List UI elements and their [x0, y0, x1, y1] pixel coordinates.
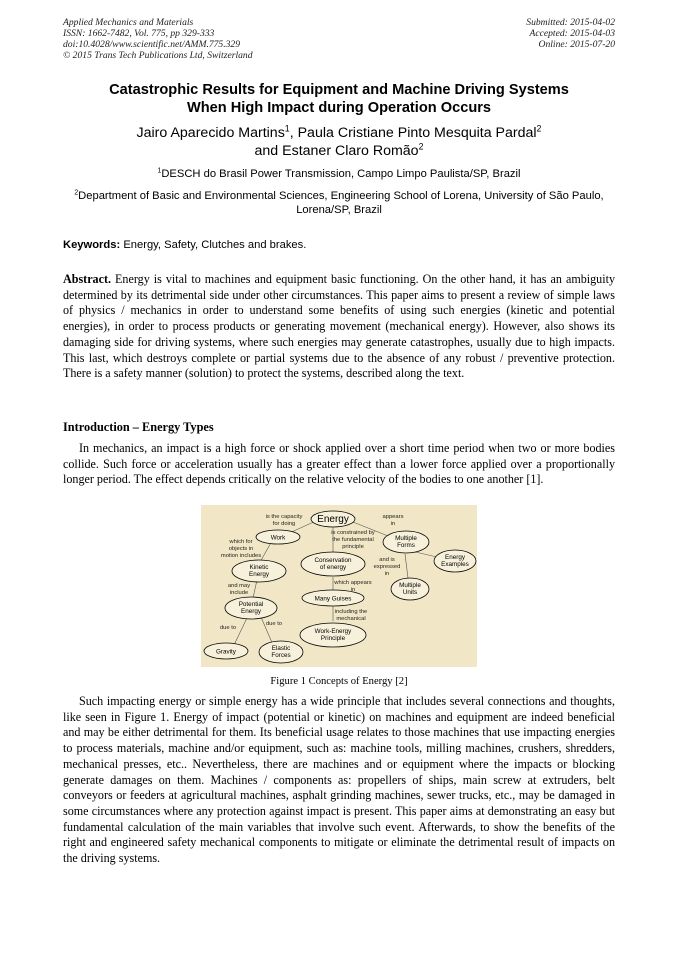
keywords-label: Keywords: [63, 239, 121, 251]
node-energy: Energy [317, 514, 349, 525]
copyright-line: © 2015 Trans Tech Publications Ltd, Switzerland [63, 50, 253, 61]
link-including-2: mechanical [336, 616, 366, 622]
node-multiple-forms-2: Forms [397, 542, 415, 549]
paper-title [40, 81, 638, 117]
keywords-text: Energy, Safety, Clutches and brakes. [123, 239, 307, 251]
author-2: Paula Cristiane Pinto Mesquita Pardal [297, 125, 537, 141]
affiliation-1-text: DESCH do Brasil Power Transmission, Campo Limpo Paulista/SP, Brazil [161, 168, 521, 180]
node-many-guises: Many Guises [314, 595, 352, 603]
intro-paragraph: In mechanics, an impact is a high force or shock applied over a short time period when two or more bodies collide. Such force or acceleration usually has a greater effect than a lower force applied over a proportionally longer period. The effect depends critically on the relative velocity of the bodies to one another [1]. [63, 441, 615, 487]
body-paragraph: Such impacting energy or simple energy has a wide principle that includes several connections and thoughts, like seen in Figure 1. Energy of impact (potential or kinetic) on machines and equipment are indeed beneficial and may be either detrimental for them. Its beneficial usage relates to those machines that use impacting energies to process materials, machine and/or equipment, such as: machine tools, milling machines, crushers, shredders, mechanical presses, etc.. Nevertheless, there are machines and or equipment where the impacts or blocking generate damages on them. Machines / components as: propellers of ships, main screw at extruders, belt conveyors or feeders at agricultural machines, asphalt grinding machines, sewer trucks, etc., may be damaged in some circumstances where any protection against impact is present. This paper aims at demonstrating an easy but fundamental calculation of the main variables that involve such event. Afterwards, to show the benefits of the right and engineered safety mechanical components to mitigate or eliminate the detrimental result of impacts on the driving systems. [63, 694, 615, 866]
link-which-appears-1: which appears [334, 580, 372, 586]
node-potential-2: Energy [241, 608, 261, 615]
link-may-include-2: include [229, 590, 249, 596]
node-gravity: Gravity [216, 648, 236, 656]
title-line-2: When High Impact during Operation Occurs [186, 100, 492, 116]
link-appears-2: in [390, 521, 396, 527]
concept-map [201, 505, 477, 667]
node-conservation-2: of energy [319, 564, 347, 571]
concept-map-figure [201, 505, 477, 667]
accepted-date: Accepted: 2015-04-03 [529, 28, 615, 39]
submission-dates [526, 17, 615, 50]
link-due-to-gravity: due to [219, 625, 237, 631]
author-3-affil: 2 [418, 141, 424, 152]
node-elastic-2: Forces [271, 652, 291, 659]
link-constrained-3: principle [342, 544, 364, 550]
link-which-for-1: which for [229, 539, 253, 545]
link-expressed-1: and is [379, 557, 395, 563]
link-may-include-1: and may [227, 583, 251, 589]
node-multiple-units-1: Multiple [399, 582, 421, 589]
submitted-date: Submitted: 2015-04-02 [526, 17, 615, 28]
node-energy-examples-1: Energy [445, 554, 465, 561]
journal-name: Applied Mechanics and Materials [63, 17, 194, 28]
link-which-for-3: motion includes [220, 553, 262, 559]
keywords [63, 238, 615, 252]
author-list: Jairo Aparecido Martins$^1$, Paula Cristiane Pinto Mesquita Pardal$^2$ and Estaner Claro Romão$^2$ [136, 123, 542, 159]
node-kinetic-1: Kinetic [249, 564, 269, 571]
node-conservation-1: Conservation [314, 557, 352, 564]
author-2-affil: 2 [536, 123, 542, 134]
node-work: Work [270, 534, 286, 542]
link-which-appears-2: in [350, 587, 356, 593]
journal-info [63, 17, 253, 61]
affiliation-2-text: Department of Basic and Environmental Sciences, Engineering School of Lorena, University of São Paulo, Lorena/SP, Brazil [78, 190, 604, 216]
link-including-1: including the [334, 609, 368, 615]
link-constrained-2: the fundamental [332, 537, 374, 543]
abstract [63, 272, 615, 382]
link-expressed-3: in [384, 571, 390, 577]
link-capacity-1: is the capacity [265, 514, 303, 520]
doi-line: doi:10.4028/www.scientific.net/AMM.775.329 [63, 39, 241, 50]
affiliation-2 [60, 189, 618, 217]
section-heading: Introduction – Energy Types [63, 420, 214, 434]
link-capacity-2: for doing [272, 521, 296, 527]
node-work-energy-2: Principle [320, 635, 346, 642]
online-date: Online: 2015-07-20 [538, 39, 615, 50]
link-constrained-1: is constrained by [331, 530, 375, 536]
node-energy-examples-2: Examples [441, 561, 469, 568]
affiliation-1 [60, 167, 618, 181]
node-multiple-forms-1: Multiple [395, 535, 417, 542]
link-which-for-2: objects in [228, 546, 254, 552]
affiliation-2-number: 2 [74, 189, 79, 197]
abstract-label: Abstract. [63, 272, 112, 286]
node-elastic-1: Elastic [271, 645, 291, 652]
author-1: Jairo Aparecido Martins [136, 125, 285, 141]
node-multiple-units-2: Units [402, 589, 418, 596]
figure-caption: Figure 1 Concepts of Energy [2] [270, 676, 408, 687]
node-kinetic-2: Energy [249, 571, 269, 578]
link-expressed-2: expressed [373, 564, 401, 570]
author-3: and Estaner Claro Romão [254, 143, 419, 159]
title-line-1: Catastrophic Results for Equipment and Machine Driving Systems [109, 82, 569, 98]
abstract-text: Energy is vital to machines and equipment basic functioning. On the other hand, it has an ambiguity determined by its detrimental side under other circumstances. This paper aims to present a review of simple laws of physics / mechanics in order to understand some benefits of using such energies (kinetic and potential energies), in order to process products or generating movement (mechanical energy). However, also shows its damaging side for driving systems, where such energies may generate catastrophes, usually due to high impacts. This last, which destroys complete or partial systems due to the absence of any robust / preventive protection. There is a safety manner (solution) to protect the systems, described along the text. [63, 272, 615, 381]
author-1-affil: 1 [284, 123, 290, 134]
node-work-energy-1: Work-Energy [314, 628, 352, 635]
link-due-to-elastic: due to [265, 621, 283, 627]
affiliation-1-number: 1 [157, 167, 162, 175]
node-potential-1: Potential [238, 601, 264, 608]
issn-line: ISSN: 1662-7482, Vol. 775, pp 329-333 [63, 28, 215, 39]
link-appears-1: appears [382, 514, 404, 520]
